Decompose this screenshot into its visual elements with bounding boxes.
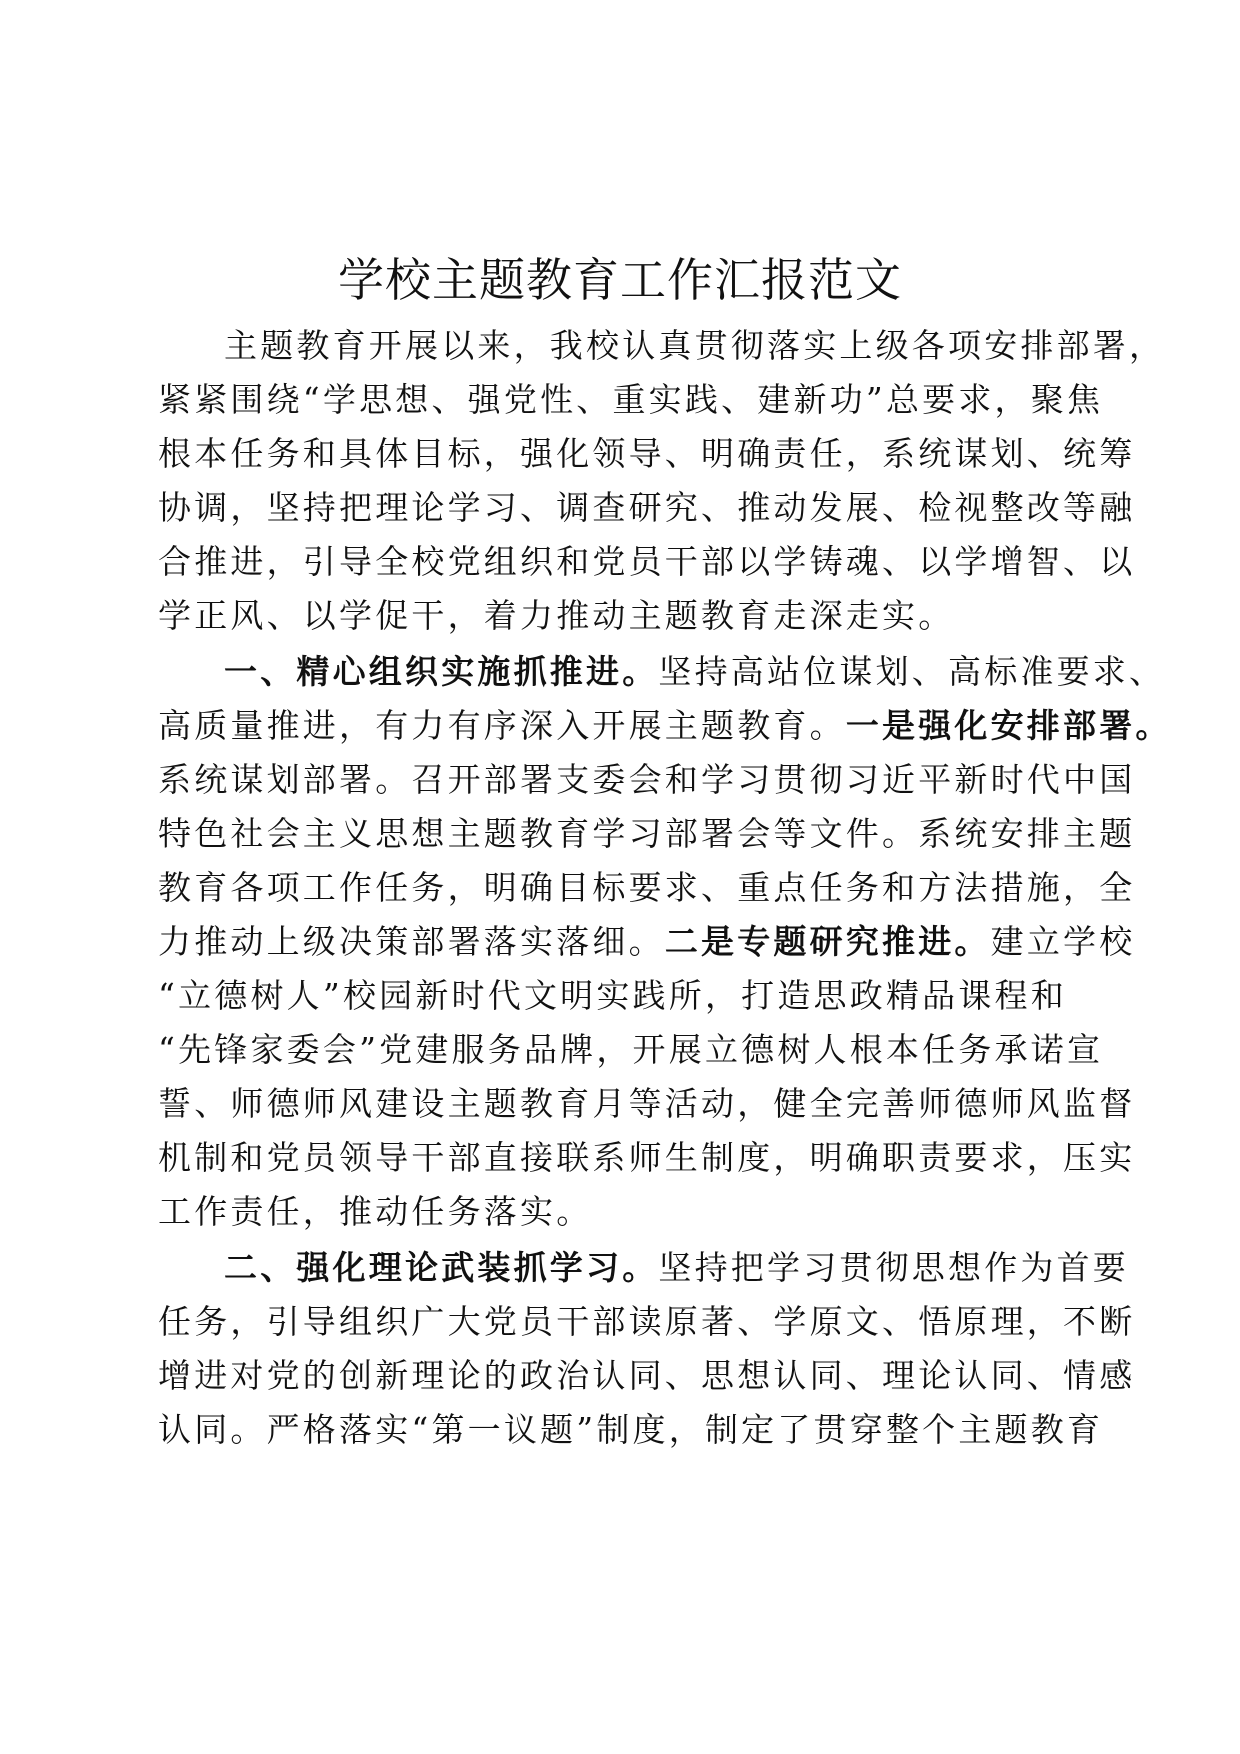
paragraph-line [158,488,1136,528]
paragraph-line [158,434,1136,474]
bold-phrase: 二是专题研究推进。 [664,922,991,961]
text-run: 合推进，引导全校党组织和党员干部以学铸魂、以学增智、以 [158,542,1136,581]
text-run: 增进对党的创新理论的政治认同、思想认同、理论认同、情感 [158,1356,1136,1395]
paragraph-line [158,380,1104,420]
text-run: 特色社会主义思想主题教育学习部署会等文件。系统安排主题 [158,814,1136,853]
text-run: 高质量推进，有力有序深入开展主题教育。 [158,706,846,745]
text-run: 根本任务和具体目标，强化领导、明确责任，系统谋划、统筹 [158,434,1136,473]
paragraph-line [158,1302,1136,1342]
text-run: 工作责任，推动任务落实。 [158,1192,593,1231]
paragraph-line [158,1030,1104,1070]
text-run: 力推动上级决策部署落实落细。 [158,922,665,961]
paragraph-line [158,1192,1058,1232]
paragraph-line [158,760,1136,800]
text-run: 协调，坚持把理论学习、调查研究、推动发展、检视整改等融 [158,488,1136,527]
paragraph-line [158,1138,1136,1178]
section-heading-line [224,652,1166,692]
paragraph-line [158,1410,1104,1450]
paragraph-line [158,706,1172,746]
paragraph-line [158,596,1058,636]
text-run: 认同。严格落实“第一议题”制度，制定了贯穿整个主题教育 [158,1410,1104,1449]
text-run: 誓、师德师风建设主题教育月等活动，健全完善师德师风监督 [158,1084,1136,1123]
page-title: 学校主题教育工作汇报范文 [338,253,902,307]
paragraph-line [158,1356,1136,1396]
paragraph-line [158,542,1136,582]
paragraph-line [158,976,1067,1016]
paragraph-line [158,1084,1136,1124]
section-heading: 一、精心组织实施抓推进。 [224,652,659,691]
paragraph-line [158,922,1136,962]
text-run: 任务，引导组织广大党员干部读原著、学原文、悟原理，不断 [158,1302,1136,1341]
paragraph-line [158,868,1136,908]
text-run: 机制和党员领导干部直接联系师生制度，明确职责要求，压实 [158,1138,1136,1177]
text-run: 主题教育开展以来，我校认真贯彻落实上级各项安排部署， [224,326,1166,365]
text-run: 建立学校 [990,922,1136,961]
text-run: 系统谋划部署。召开部署支委会和学习贯彻习近平新时代中国 [158,760,1136,799]
text-run: 坚持高站位谋划、高标准要求、 [658,652,1166,691]
paragraph-line [224,326,1166,366]
text-run: 学正风、以学促干，着力推动主题教育走深走实。 [158,596,955,635]
paragraph-line [158,814,1136,854]
bold-phrase: 一是强化安排部署。 [845,706,1172,745]
text-run: 教育各项工作任务，明确目标要求、重点任务和方法措施，全 [158,868,1136,907]
text-run: “先锋家委会”党建服务品牌，开展立德树人根本任务承诺宣 [158,1030,1104,1069]
text-run: “立德树人”校园新时代文明实践所，打造思政精品课程和 [158,976,1067,1015]
section-heading: 二、强化理论武装抓学习。 [224,1248,659,1287]
text-run: 紧紧围绕“学思想、强党性、重实践、建新功”总要求，聚焦 [158,380,1104,419]
section-heading-line [224,1248,1130,1288]
text-run: 坚持把学习贯彻思想作为首要 [658,1248,1130,1287]
